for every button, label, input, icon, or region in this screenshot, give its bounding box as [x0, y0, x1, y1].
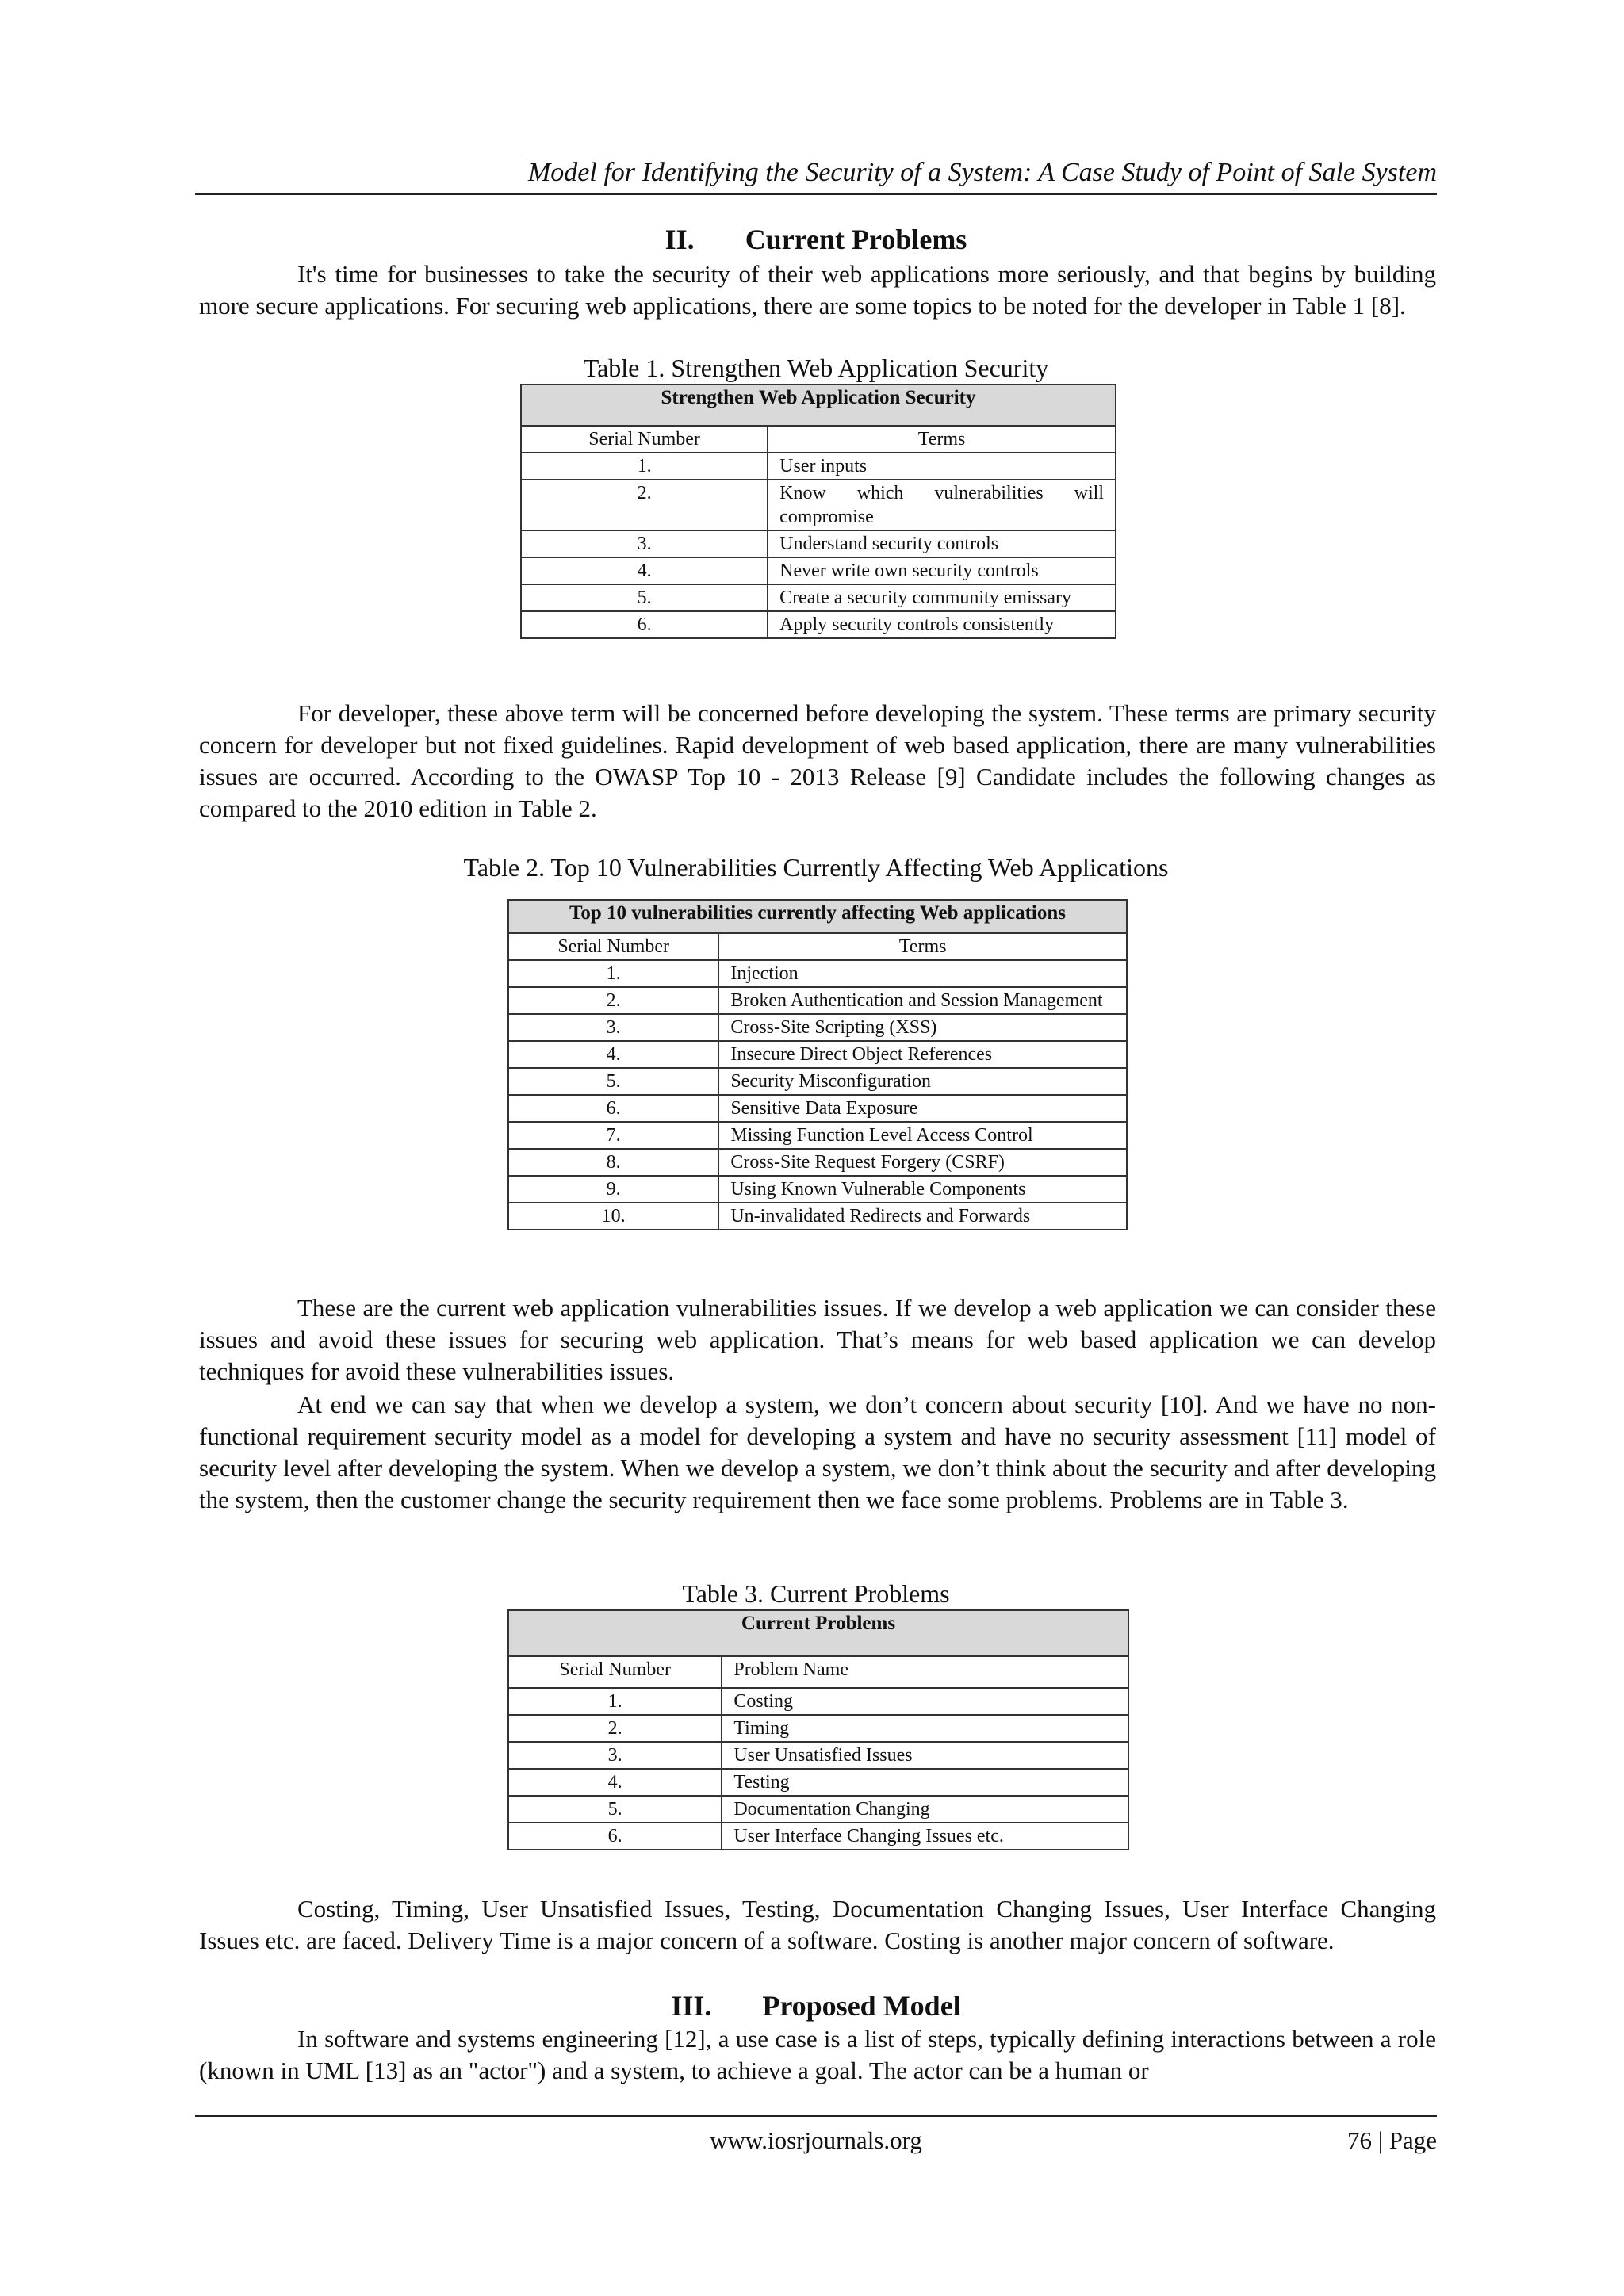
table-row	[508, 1715, 1128, 1742]
term-cell: User inputs	[768, 453, 1116, 480]
footer-rule	[195, 2115, 1437, 2117]
table-row	[508, 1095, 1127, 1122]
section-2-heading	[195, 222, 1437, 257]
term-cell: Testing	[722, 1769, 1128, 1796]
table-row	[521, 453, 1116, 480]
serial-number-cell: 3.	[508, 1014, 718, 1041]
section-2-paragraph-3: These are the current web application vulnerabilities issues. If we develop a web application we can consider these issues and avoid these issues for securing web application. That’s means for web based application we can develop techniques for avoid these vulnerabilities issues.	[199, 1294, 1436, 1385]
table-2-body	[508, 960, 1127, 1230]
section-2-paragraph-5: Costing, Timing, User Unsatisfied Issues, Testing, Documentation Changing Issues, User Interface Changing Issues etc. are faced. Delivery Time is a major concern of a software. Costing is another major concern of software.	[199, 1895, 1436, 1954]
term-cell: Timing	[722, 1715, 1128, 1742]
table-3-caption: Table 3. Current Problems	[682, 1579, 950, 1608]
section-3-paragraph-1: In software and systems engineering [12], a use case is a list of steps, typically defining interactions between a role (known in UML [13] as an "actor") and a system, to achieve a goal. The actor can be a human or	[199, 2025, 1436, 2084]
table-row	[508, 1769, 1128, 1796]
table-row	[508, 1742, 1128, 1769]
table-row	[508, 987, 1127, 1014]
section-3-heading	[195, 1988, 1437, 2023]
serial-number-cell: 3.	[521, 530, 768, 557]
table-row	[508, 1203, 1127, 1230]
table-2-header-terms: Terms	[718, 933, 1127, 960]
table-2-title: Top 10 vulnerabilities currently affecting Web applications	[508, 900, 1127, 933]
serial-number-cell: 7.	[508, 1122, 718, 1149]
table-row	[508, 1122, 1127, 1149]
term-cell: Security Misconfiguration	[718, 1068, 1127, 1095]
table-3-header-problem: Problem Name	[722, 1656, 1128, 1688]
serial-number-cell: 1.	[508, 1688, 722, 1715]
term-cell: Missing Function Level Access Control	[718, 1122, 1127, 1149]
table-row	[521, 557, 1116, 584]
serial-number-cell: 5.	[508, 1068, 718, 1095]
serial-number-cell: 10.	[508, 1203, 718, 1230]
term-cell: Understand security controls	[768, 530, 1116, 557]
table-1-body	[521, 453, 1116, 638]
term-cell: Know which vulnerabilities will compromise	[768, 480, 1116, 530]
table-row	[508, 1014, 1127, 1041]
table-row	[508, 960, 1127, 987]
term-cell: Costing	[722, 1688, 1128, 1715]
term-cell: Cross-Site Scripting (XSS)	[718, 1014, 1127, 1041]
footer-page-number: 76 | Page	[1347, 2126, 1437, 2154]
table-row	[508, 1041, 1127, 1068]
table-row	[521, 530, 1116, 557]
term-cell: Cross-Site Request Forgery (CSRF)	[718, 1149, 1127, 1176]
table-3-body	[508, 1688, 1128, 1850]
term-cell: Un-invalidated Redirects and Forwards	[718, 1203, 1127, 1230]
table-1-title: Strengthen Web Application Security	[521, 385, 1116, 426]
table-row	[508, 1823, 1128, 1850]
serial-number-cell: 4.	[521, 557, 768, 584]
table-row	[521, 584, 1116, 611]
header-rule	[195, 193, 1437, 195]
term-cell: Never write own security controls	[768, 557, 1116, 584]
serial-number-cell: 6.	[521, 611, 768, 638]
table-3	[508, 1609, 1129, 1850]
table-row	[508, 1149, 1127, 1176]
serial-number-cell: 1.	[521, 453, 768, 480]
serial-number-cell: 2.	[508, 987, 718, 1014]
serial-number-cell: 4.	[508, 1041, 718, 1068]
section-3-title: Proposed Model	[762, 1990, 961, 2022]
section-2-number: II.	[665, 224, 695, 255]
table-row	[521, 611, 1116, 638]
section-3-number: III.	[671, 1990, 712, 2022]
table-3-header-serial: Serial Number	[508, 1656, 722, 1688]
section-2-paragraph-4: At end we can say that when we develop a system, we don’t concern about security [10]. And we have no non-functional requirement security model as a model for developing a system and have no security assessment [11] model of security level after developing the system. When we develop a system, we don’t think about the security and after developing the system, then the customer change the security requirement then we face some problems. Problems are in Table 3.	[199, 1391, 1436, 1513]
table-2	[508, 899, 1128, 1230]
section-2-paragraph-1: It's time for businesses to take the security of their web applications more seriously, and that begins by building more secure applications. For securing web applications, there are some topics to be noted for the developer in Table 1 [8].	[199, 260, 1436, 320]
serial-number-cell: 4.	[508, 1769, 722, 1796]
table-row	[508, 1796, 1128, 1823]
table-1-header-serial: Serial Number	[521, 426, 768, 453]
table-3-title: Current Problems	[508, 1610, 1128, 1656]
table-row	[521, 480, 1116, 530]
table-row	[508, 1068, 1127, 1095]
serial-number-cell: 8.	[508, 1149, 718, 1176]
footer-url: www.iosrjournals.org	[710, 2126, 922, 2154]
term-cell: Insecure Direct Object References	[718, 1041, 1127, 1068]
term-cell: User Unsatisfied Issues	[722, 1742, 1128, 1769]
serial-number-cell: 5.	[521, 584, 768, 611]
table-2-caption: Table 2. Top 10 Vulnerabilities Currently Affecting Web Applications	[463, 853, 1169, 882]
section-2-paragraph-2: For developer, these above term will be concerned before developing the system. These terms are primary security concern for developer but not fixed guidelines. Rapid development of web based application, there are many vulnerabilities issues are occurred. According to the OWASP Top 10 - 2013 Release [9] Candidate includes the following changes as compared to the 2010 edition in Table 2.	[199, 699, 1436, 822]
term-cell: Apply security controls consistently	[768, 611, 1116, 638]
serial-number-cell: 6.	[508, 1823, 722, 1850]
table-2-header-serial: Serial Number	[508, 933, 718, 960]
section-2-title: Current Problems	[745, 224, 967, 255]
table-row	[508, 1688, 1128, 1715]
serial-number-cell: 6.	[508, 1095, 718, 1122]
serial-number-cell: 1.	[508, 960, 718, 987]
serial-number-cell: 5.	[508, 1796, 722, 1823]
term-cell: Injection	[718, 960, 1127, 987]
term-cell: Sensitive Data Exposure	[718, 1095, 1127, 1122]
table-1	[520, 384, 1116, 639]
serial-number-cell: 9.	[508, 1176, 718, 1203]
serial-number-cell: 2.	[508, 1715, 722, 1742]
term-cell: Documentation Changing	[722, 1796, 1128, 1823]
term-cell: User Interface Changing Issues etc.	[722, 1823, 1128, 1850]
serial-number-cell: 2.	[521, 480, 768, 530]
table-1-header-terms: Terms	[768, 426, 1116, 453]
table-1-caption: Table 1. Strengthen Web Application Security	[583, 354, 1049, 382]
term-cell: Using Known Vulnerable Components	[718, 1176, 1127, 1203]
table-row	[508, 1176, 1127, 1203]
running-header: Model for Identifying the Security of a System: A Case Study of Point of Sale System	[527, 158, 1437, 187]
term-cell: Create a security community emissary	[768, 584, 1116, 611]
serial-number-cell: 3.	[508, 1742, 722, 1769]
term-cell: Broken Authentication and Session Management	[718, 987, 1127, 1014]
